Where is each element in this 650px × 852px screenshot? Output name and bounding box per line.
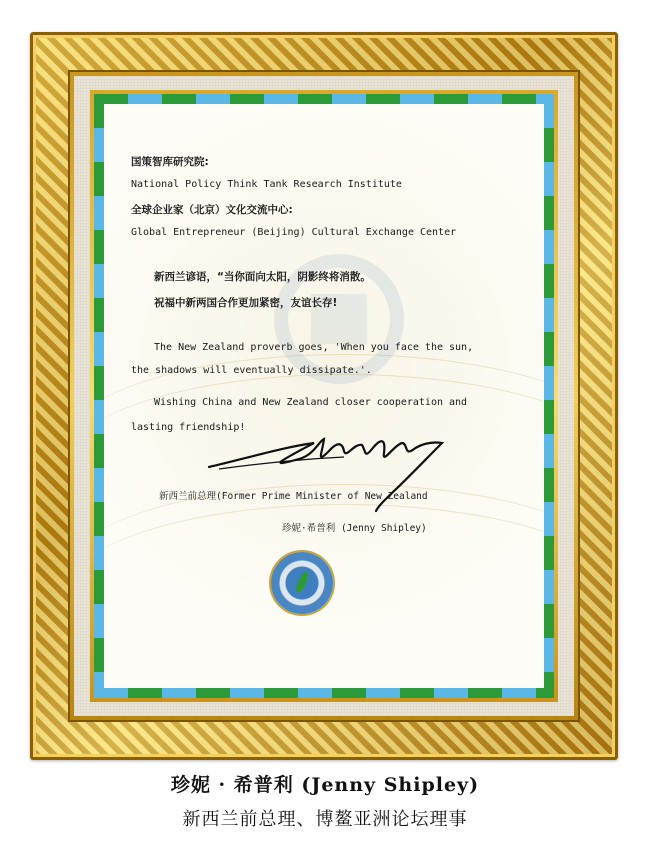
institute-name-en: National Policy Think Tank Research Institute (131, 179, 402, 190)
wish-en-line-1: Wishing China and New Zealand closer cooperation and (154, 397, 468, 408)
caption-title: 新西兰前总理、博鳌亚洲论坛理事 (182, 809, 468, 830)
institute-name-cn: 国策智库研究院: (131, 156, 209, 168)
signer-name: 珍妮·希普利 (Jenny Shipley) (282, 523, 427, 534)
proverb-en-line-1: The New Zealand proverb goes, 'When you face the sun, (154, 342, 474, 353)
center-name-en: Global Entrepreneur (Beijing) Cultural Exchange Center (131, 227, 457, 238)
mat-liner (90, 90, 558, 702)
caption-name: 珍妮 · 希普利 (Jenny Shipley) (170, 774, 480, 796)
frame-mat (74, 76, 574, 716)
proverb-cn: 新西兰谚语，“当你面向太阳，阴影终将消散。 (154, 271, 371, 283)
signature (204, 429, 454, 519)
wish-cn: 祝福中新两国合作更加紧密，友谊长存! (154, 297, 338, 309)
certificate-paper (94, 94, 554, 698)
proverb-en-line-2: the shadows will eventually dissipate.'. (131, 365, 372, 376)
letter-body (104, 104, 544, 688)
signer-title: 新西兰前总理(Former Prime Minister of New Zealand (159, 491, 428, 502)
center-name-cn: 全球企业家（北京）文化交流中心: (131, 204, 293, 216)
picture-frame (30, 32, 618, 760)
wish-en-line-2: lasting friendship! (131, 422, 246, 433)
